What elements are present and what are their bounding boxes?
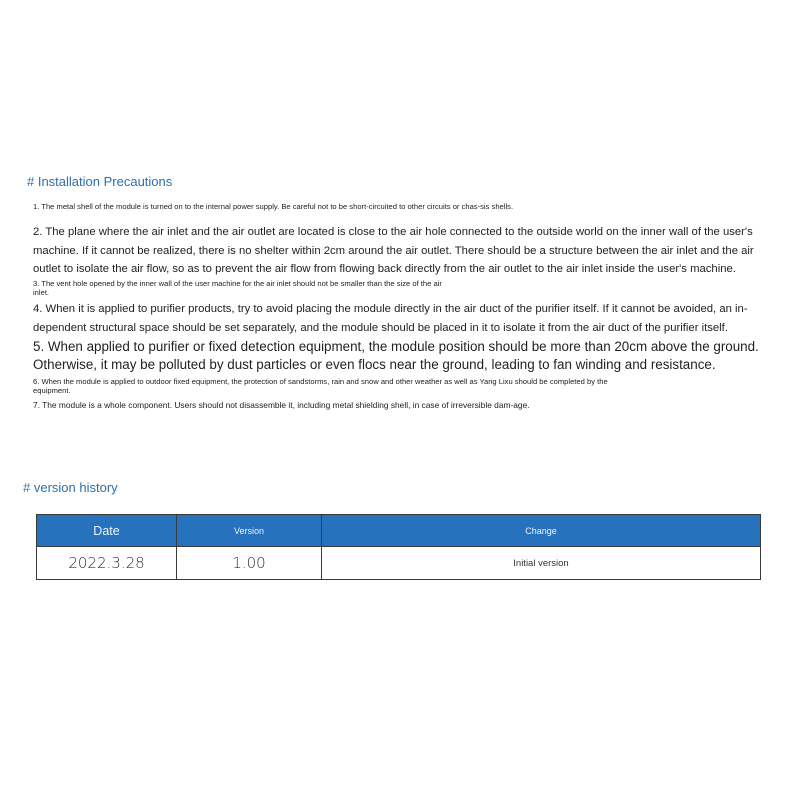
- version-history-table: [36, 514, 761, 580]
- precaution-item-3: 3. The vent hole opened by the inner wall of the user machine for the air inlet should not be smaller than the size of the air inlet.: [33, 279, 442, 297]
- precaution-item-4: 4. When it is applied to purifier products, try to avoid placing the module directly in the air duct of the purifier itself. If it cannot be avoided, an in-dependent structural space should be set separately, and the module should be placed in it to isolate it from the air duct of the purifier itself.: [33, 303, 748, 334]
- column-header-change: Change: [322, 515, 761, 547]
- column-header-date: Date: [37, 515, 177, 547]
- column-header-version: Version: [177, 515, 322, 547]
- version-history-heading: # version history: [23, 480, 118, 495]
- table-row: [37, 547, 761, 580]
- precaution-item-1: 1. The metal shell of the module is turned on to the internal power supply. Be careful not to be short-circuited to other circuits or chas-sis shells.: [33, 202, 514, 211]
- precaution-item-6: 6. When the module is applied to outdoor fixed equipment, the protection of sandstorms, rain and snow and other weather as well as Yang Lixu should be completed by the equipment.: [33, 377, 608, 395]
- cell-date: 2022.3.28: [37, 547, 177, 580]
- installation-precautions-heading: # Installation Precautions: [27, 174, 173, 189]
- cell-change: Initial version: [322, 547, 761, 580]
- precaution-item-2: 2. The plane where the air inlet and the air outlet are located is close to the air hole connected to the outside world on the inner wall of the user's machine. If it cannot be realized, there is no shelter within 2cm around the air outlet. There should be a structure between the air inlet and the air outlet to isolate the air flow, so as to prevent the air flow from flowing back directly from the air outlet to the air inlet inside the user's machine.: [33, 226, 754, 275]
- cell-version: 1.00: [177, 547, 322, 580]
- table-header-row: [37, 515, 761, 547]
- precaution-item-7: 7. The module is a whole component. Users should not disassemble it, including metal shielding shell, in case of irreversible dam-age.: [33, 400, 530, 410]
- precaution-item-5: 5. When applied to purifier or fixed detection equipment, the module position should be more than 20cm above the ground. Otherwise, it may be polluted by dust particles or even flocs near the ground, leading to fan winding and resistance.: [33, 339, 759, 372]
